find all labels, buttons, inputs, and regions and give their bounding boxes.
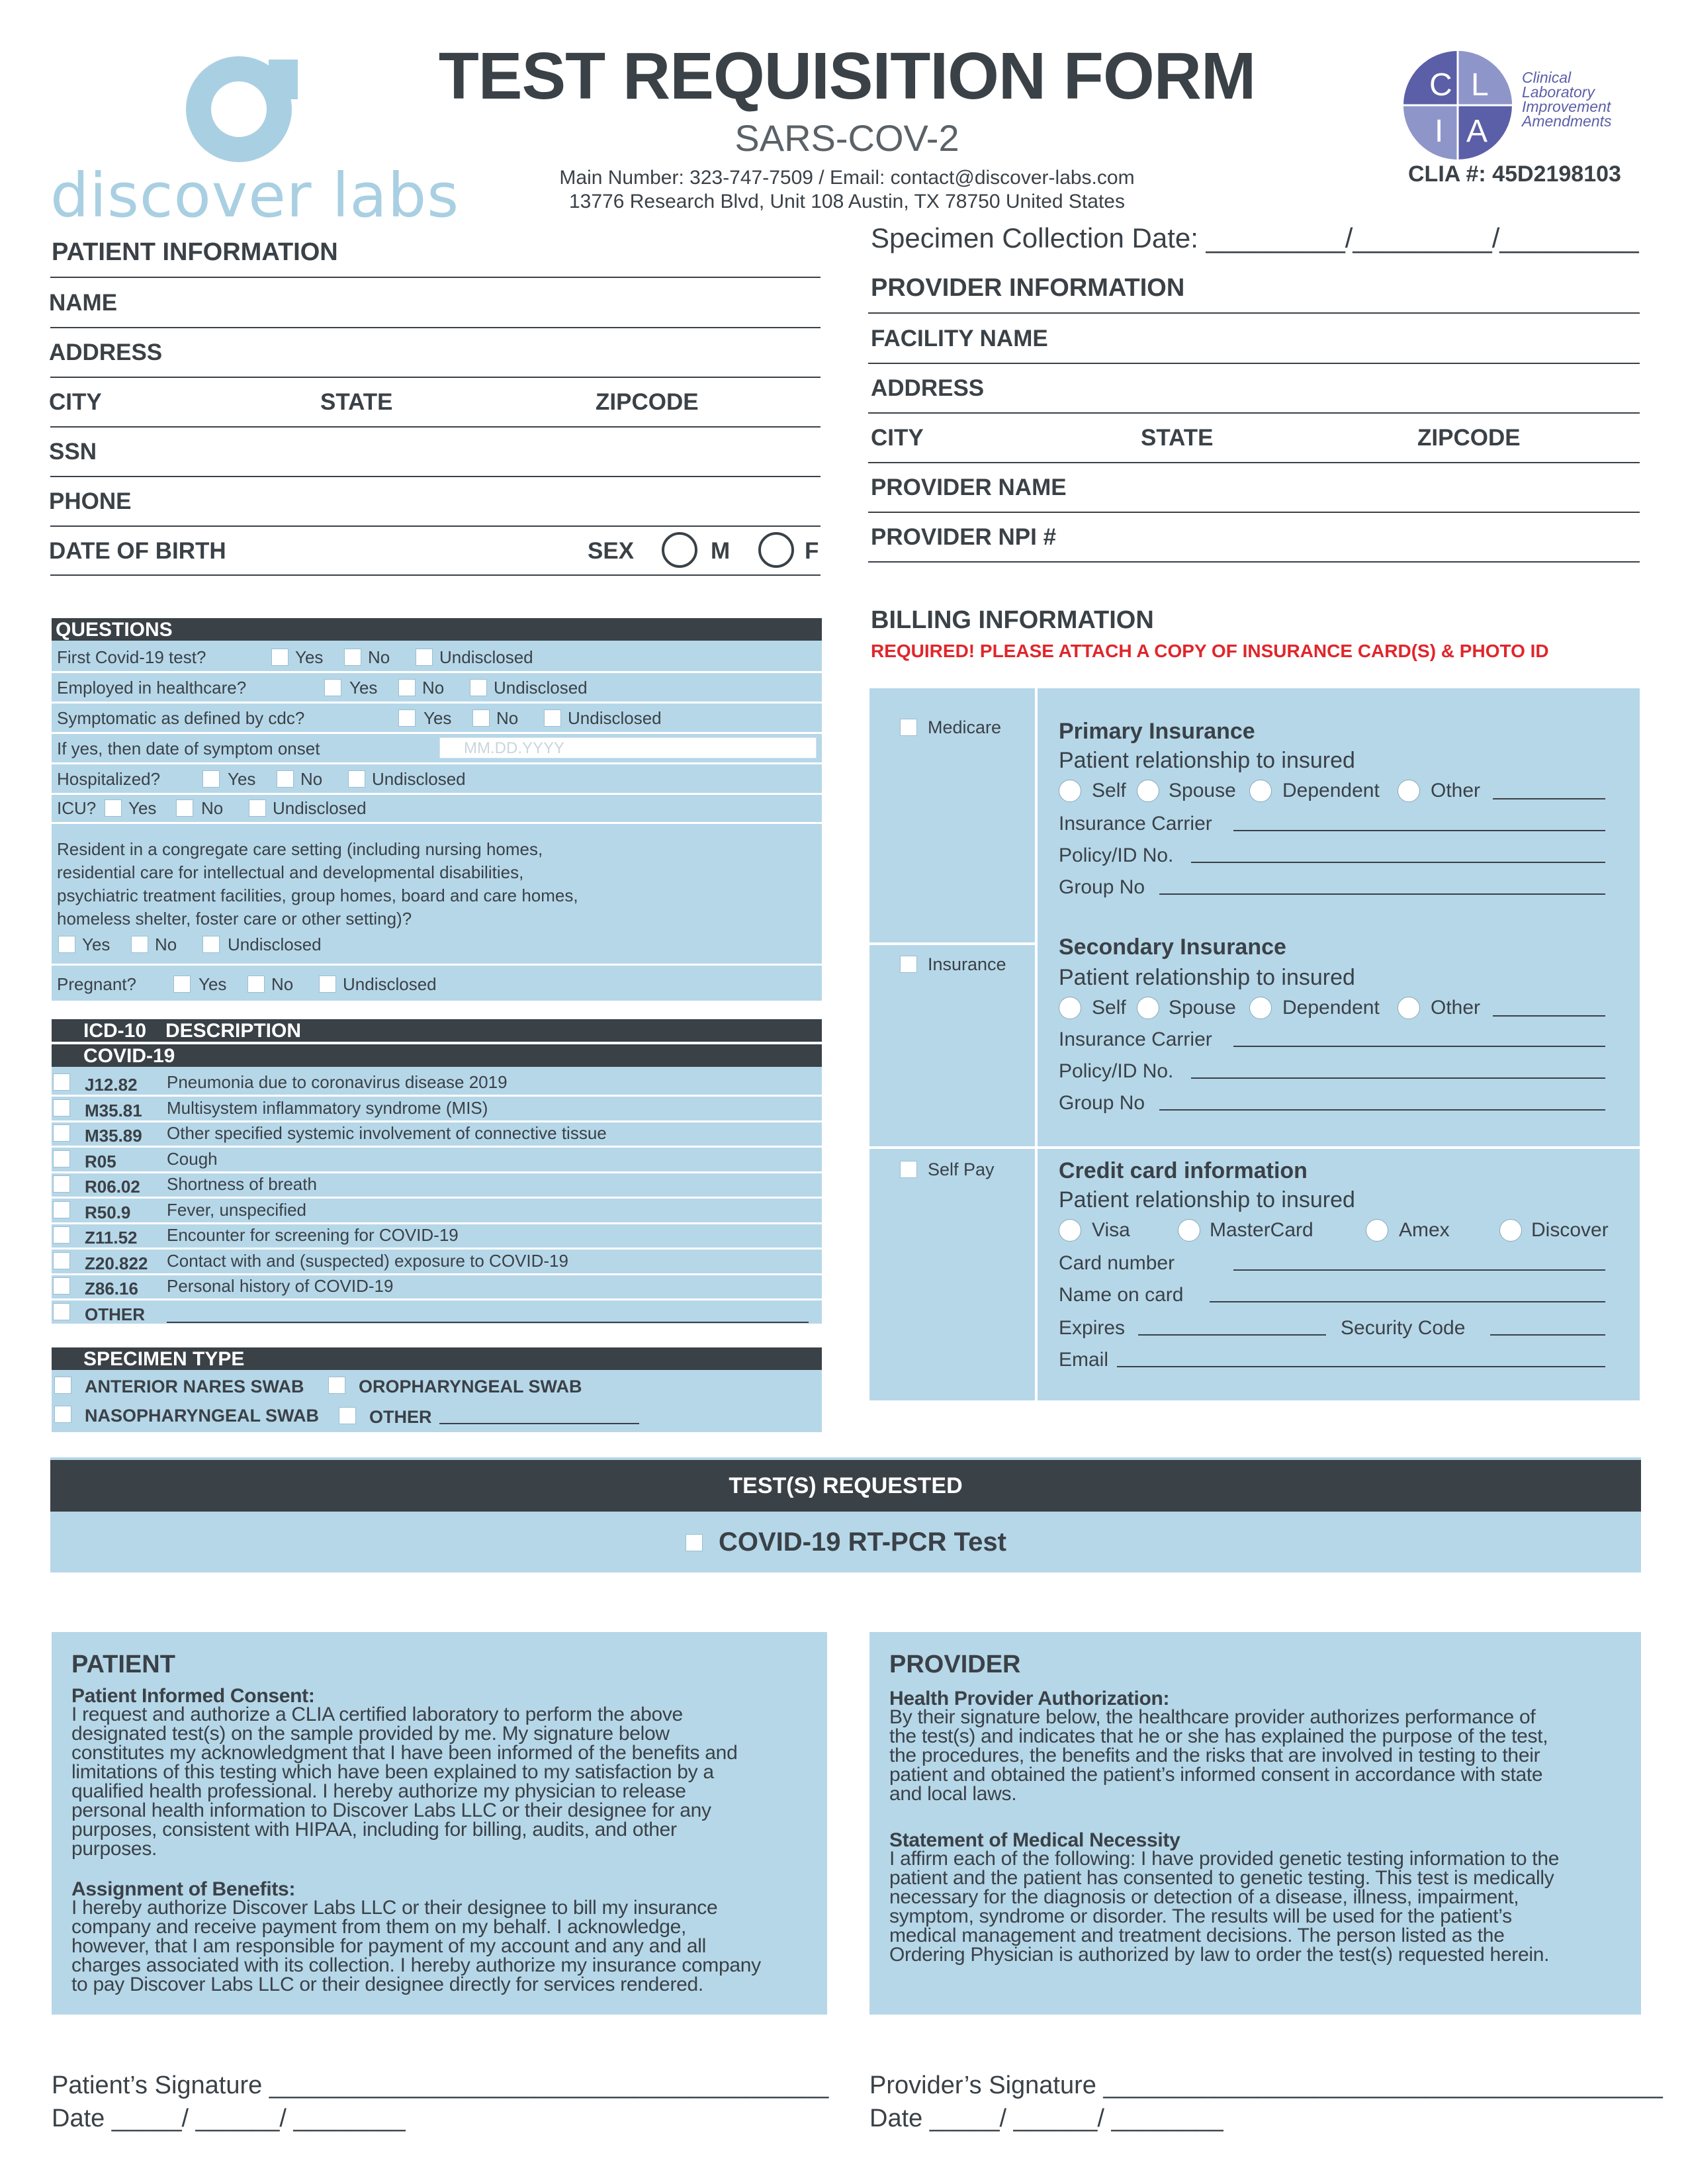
icd-checkbox[interactable]: [53, 1073, 70, 1091]
q2-no: No: [422, 678, 445, 698]
provider-address-label[interactable]: ADDRESS: [871, 375, 985, 401]
logo: [50, 46, 460, 231]
patient-signature-line[interactable]: Patient’s Signature ________________________________________: [52, 2071, 829, 2099]
provider-consent-sub1: Health Provider Authorization:: [889, 1688, 1170, 1709]
primary-dependent-radio[interactable]: [1249, 780, 1272, 802]
q8-undisclosed: Undisclosed: [343, 974, 437, 994]
q7-no: No: [155, 934, 177, 954]
secondary-self-radio[interactable]: [1059, 997, 1081, 1019]
name-on-card-label: Name on card: [1059, 1284, 1184, 1306]
covid-rtpcr-label: COVID-19 RT-PCR Test: [719, 1527, 1006, 1557]
svg-text:C: C: [1429, 68, 1452, 103]
patient-city-label[interactable]: CITY: [49, 389, 102, 415]
discover-label: Discover: [1531, 1219, 1609, 1241]
q1-yes: Yes: [295, 647, 324, 667]
q3-undisclosed: Undisclosed: [568, 708, 662, 728]
credit-card-heading: Credit card information: [1059, 1158, 1308, 1183]
icd-checkbox[interactable]: [53, 1175, 70, 1193]
consent-line: company and receive payment from them on my behalf. I acknowledge,: [71, 1916, 687, 1938]
tests-heading: TEST(S) REQUESTED: [729, 1473, 963, 1498]
icd-code: OTHER: [85, 1304, 145, 1324]
consent-line: constitutes my acknowledgment that I have been informed of the benefits and: [71, 1742, 738, 1764]
q8-no-checkbox[interactable]: [247, 976, 265, 993]
consent-line: limitations of this testing which have been explained to my satisfaction by a: [71, 1761, 714, 1783]
consent-line: the test(s) and indicates that he or she has explained the purpose of the test,: [889, 1725, 1548, 1747]
page-title: TEST REQUISITION FORM: [438, 39, 1256, 113]
icd-checkbox[interactable]: [53, 1303, 70, 1320]
consent-line: purposes, consistent with HIPAA, including for billing, audits, and other: [71, 1819, 677, 1841]
q3-undisclosed-checkbox[interactable]: [544, 709, 561, 727]
svg-text:A: A: [1466, 114, 1488, 149]
logo-text: discover labs: [50, 160, 460, 231]
secondary-spouse-radio[interactable]: [1137, 997, 1159, 1019]
q8-label: Pregnant?: [57, 974, 136, 994]
discover-radio[interactable]: [1499, 1219, 1522, 1242]
q5-yes-checkbox[interactable]: [202, 770, 220, 788]
secondary-group-label: Group No: [1059, 1092, 1145, 1114]
primary-insurance-heading: Primary Insurance: [1059, 719, 1255, 744]
icd-code: Z86.16: [85, 1279, 138, 1298]
primary-other-line[interactable]: [1493, 798, 1605, 799]
sex-label: SEX: [588, 538, 635, 564]
q2-yes: Yes: [349, 678, 378, 698]
q8-no: No: [271, 974, 294, 994]
icd-description: Other specified systemic involvement of connective tissue: [167, 1123, 607, 1143]
patient-consent-text: [71, 1705, 819, 1858]
consent-line: I hereby authorize Discover Labs LLC or their designee to bill my insurance: [71, 1897, 718, 1919]
medicare-checkbox[interactable]: [900, 719, 917, 736]
icd-checkbox[interactable]: [53, 1150, 70, 1167]
patient-phone-label[interactable]: PHONE: [49, 488, 132, 514]
amex-label: Amex: [1399, 1219, 1450, 1241]
primary-other-radio[interactable]: [1398, 780, 1420, 802]
consent-line: Ordering Physician is authorized by law to order the test(s) requested herein.: [889, 1944, 1550, 1966]
provider-name-label[interactable]: PROVIDER NAME: [871, 475, 1067, 500]
specimen-header: [52, 1347, 822, 1370]
secondary-carrier-label: Insurance Carrier: [1059, 1028, 1212, 1050]
q5-yes: Yes: [228, 769, 256, 789]
symptom-onset-input[interactable]: [439, 737, 817, 758]
primary-self-radio[interactable]: [1059, 780, 1081, 802]
primary-group-line[interactable]: [1159, 893, 1605, 895]
q2-no-checkbox[interactable]: [398, 679, 416, 696]
clia-word-1: Clinical: [1522, 69, 1572, 86]
medicare-label: Medicare: [928, 717, 1002, 737]
provider-consent-sub2: Statement of Medical Necessity: [889, 1829, 1180, 1851]
mastercard-radio[interactable]: [1178, 1219, 1200, 1242]
q6-label: ICU?: [57, 798, 97, 818]
specimen-oropharyngeal-label: OROPHARYNGEAL SWAB: [359, 1377, 582, 1396]
icd-other-line[interactable]: [167, 1322, 809, 1323]
secondary-other-line[interactable]: [1493, 1015, 1605, 1017]
q1-no-checkbox[interactable]: [344, 649, 361, 666]
q6-no-checkbox[interactable]: [176, 799, 193, 817]
consent-line: designated test(s) on the sample provided by me. My signature below: [71, 1723, 670, 1745]
icd-code-heading: ICD-10: [83, 1020, 147, 1042]
q7-line-1: Resident in a congregate care setting (including nursing homes,: [57, 839, 543, 859]
secondary-other-label: Other: [1431, 997, 1481, 1019]
specimen-collection-date[interactable]: Specimen Collection Date: _________/_________/_________: [871, 222, 1639, 253]
q5-no: No: [300, 769, 323, 789]
svg-text:I: I: [1435, 114, 1444, 149]
icd-covid-heading: COVID-19: [83, 1045, 175, 1067]
q6-no: No: [201, 798, 224, 818]
specimen-nasopharyngeal-checkbox[interactable]: [54, 1406, 71, 1423]
email-line[interactable]: [1117, 1366, 1605, 1367]
q7-line-3: psychiatric treatment facilities, group homes, board and care homes,: [57, 886, 578, 905]
q6-yes-checkbox[interactable]: [105, 799, 122, 817]
patient-info-heading: PATIENT INFORMATION: [52, 238, 338, 266]
consent-line: however, that I am responsible for payment of my account and any and all: [71, 1935, 706, 1957]
consent-line: By their signature below, the healthcare provider authorizes performance of: [889, 1706, 1536, 1728]
q3-yes-checkbox[interactable]: [398, 709, 416, 727]
specimen-oropharyngeal-checkbox[interactable]: [328, 1377, 345, 1394]
q2-undisclosed: Undisclosed: [494, 678, 588, 698]
consent-line: medical management and treatment decisions. The person listed as the: [889, 1925, 1505, 1946]
secondary-relationship-label: Patient relationship to insured: [1059, 965, 1355, 990]
consent-line: purposes.: [71, 1838, 157, 1860]
icd-checkbox[interactable]: [53, 1124, 70, 1142]
q7-undisclosed-checkbox[interactable]: [202, 936, 220, 953]
specimen-other-checkbox[interactable]: [339, 1407, 356, 1424]
consent-line: and local laws.: [889, 1783, 1017, 1805]
icd-checkbox[interactable]: [53, 1277, 70, 1295]
icd-code: R06.02: [85, 1177, 140, 1197]
specimen-other-label: OTHER: [369, 1407, 432, 1427]
icd-description: Cough: [167, 1148, 218, 1169]
q1-undisclosed: Undisclosed: [439, 647, 533, 667]
secondary-policy-label: Policy/ID No.: [1059, 1060, 1174, 1082]
specimen-heading: SPECIMEN TYPE: [83, 1348, 245, 1370]
clia-seal-icon: [1401, 49, 1514, 161]
q5-undisclosed-checkbox[interactable]: [348, 770, 365, 788]
billing-required-note: REQUIRED! PLEASE ATTACH A COPY OF INSURANCE CARD(S) & PHOTO ID: [871, 641, 1549, 661]
specimen-anterior-label: ANTERIOR NARES SWAB: [85, 1377, 304, 1396]
specimen-other-line[interactable]: [439, 1423, 639, 1424]
patient-name-label[interactable]: NAME: [49, 290, 118, 316]
symptom-onset-placeholder: MM.DD.YYYY: [464, 739, 565, 757]
q7-yes-checkbox[interactable]: [58, 936, 75, 953]
primary-other-label: Other: [1431, 780, 1481, 801]
icd-code: J12.82: [85, 1075, 138, 1095]
secondary-carrier-line[interactable]: [1233, 1046, 1605, 1047]
q6-yes: Yes: [128, 798, 157, 818]
q2-yes-checkbox[interactable]: [324, 679, 341, 696]
consent-line: I request and authorize a CLIA certified laboratory to perform the above: [71, 1704, 683, 1725]
icd-code: M35.89: [85, 1126, 142, 1146]
patient-zip-label[interactable]: ZIPCODE: [596, 389, 699, 415]
insurance-checkbox[interactable]: [900, 956, 917, 973]
icd-code: Z20.822: [85, 1253, 148, 1273]
q3-label: Symptomatic as defined by cdc?: [57, 708, 305, 728]
provider-zip-label[interactable]: ZIPCODE: [1417, 425, 1521, 451]
questions-header: [52, 618, 822, 641]
amex-radio[interactable]: [1366, 1219, 1388, 1242]
icd-checkbox[interactable]: [53, 1201, 70, 1218]
q1-yes-checkbox[interactable]: [271, 649, 289, 666]
icd-code: R50.9: [85, 1202, 131, 1222]
q6-undisclosed: Undisclosed: [273, 798, 367, 818]
primary-policy-label: Policy/ID No.: [1059, 844, 1174, 866]
patient-date-line[interactable]: Date _____/ ______/ ________: [52, 2105, 406, 2132]
provider-signature-line[interactable]: Provider’s Signature ________________________________________: [869, 2071, 1663, 2099]
secondary-insurance-heading: Secondary Insurance: [1059, 934, 1286, 960]
expires-label: Expires: [1059, 1317, 1126, 1339]
consent-line: to pay Discover Labs LLC or their designee directly for services rendered.: [71, 1974, 703, 1995]
consent-line: the procedures, the benefits and the risks that are involved in testing to their: [889, 1745, 1540, 1766]
security-code-label: Security Code: [1341, 1317, 1466, 1339]
expires-line[interactable]: [1138, 1334, 1326, 1336]
insurance-label: Insurance: [928, 954, 1006, 974]
email-label: Email: [1059, 1349, 1109, 1371]
mastercard-label: MasterCard: [1210, 1219, 1313, 1241]
consent-line: qualified health professional. I hereby authorize my physician to release: [71, 1780, 686, 1802]
icd-description: Pneumonia due to coronavirus disease 2019: [167, 1072, 508, 1092]
tests-header: [50, 1460, 1641, 1512]
contact-line: Main Number: 323-747-7509 / Email: contact@discover-labs.com: [559, 167, 1135, 189]
q7-undisclosed: Undisclosed: [228, 934, 322, 954]
sex-f-label: F: [805, 538, 819, 564]
patient-consent-heading: PATIENT: [71, 1651, 175, 1678]
clia-words: [1522, 70, 1612, 128]
provider-npi-label[interactable]: PROVIDER NPI #: [871, 524, 1057, 550]
q8-yes: Yes: [199, 974, 227, 994]
provider-city-label[interactable]: CITY: [871, 425, 924, 451]
q2-label: Employed in healthcare?: [57, 678, 247, 698]
clia-number: CLIA #: 45D2198103: [1408, 161, 1621, 187]
icd-description: Encounter for screening for COVID-19: [167, 1225, 459, 1245]
questions-heading: QUESTIONS: [56, 619, 173, 641]
visa-radio[interactable]: [1059, 1219, 1081, 1242]
primary-carrier-label: Insurance Carrier: [1059, 813, 1212, 835]
icd-description: Contact with and (suspected) exposure to COVID-19: [167, 1250, 568, 1271]
patient-ssn-label[interactable]: SSN: [49, 439, 97, 465]
q4-label: If yes, then date of symptom onset: [57, 739, 320, 758]
consent-line: personal health information to Discover Labs LLC or their designee for any: [71, 1799, 711, 1821]
name-on-card-line[interactable]: [1210, 1301, 1605, 1302]
consent-line: charges associated with its collection. I hereby authorize my insurance company: [71, 1954, 761, 1976]
page-subtitle: SARS-COV-2: [734, 117, 959, 159]
primary-carrier-line[interactable]: [1233, 830, 1605, 831]
primary-group-label: Group No: [1059, 876, 1145, 898]
patient-address-label[interactable]: ADDRESS: [49, 340, 163, 365]
icd-subheader: [52, 1044, 822, 1067]
q1-label: First Covid-19 test?: [57, 647, 206, 667]
medical-necessity-text: [889, 1849, 1637, 1964]
primary-self-label: Self: [1092, 780, 1126, 801]
q2-undisclosed-checkbox[interactable]: [470, 679, 487, 696]
self-pay-checkbox[interactable]: [900, 1161, 917, 1178]
q8-yes-checkbox[interactable]: [173, 976, 191, 993]
self-pay-label: Self Pay: [928, 1160, 995, 1179]
secondary-self-label: Self: [1092, 997, 1126, 1019]
card-number-label: Card number: [1059, 1252, 1175, 1274]
provider-state-label[interactable]: STATE: [1141, 425, 1214, 451]
icd-code: Z11.52: [85, 1228, 138, 1248]
clia-word-2: Laboratory: [1522, 83, 1595, 101]
primary-policy-line[interactable]: [1191, 862, 1605, 863]
sex-m-label: M: [711, 538, 731, 564]
clia-word-4: Amendments: [1522, 113, 1612, 130]
patient-consent-sub2: Assignment of Benefits:: [71, 1878, 296, 1900]
q7-yes: Yes: [82, 934, 111, 954]
specimen-nasopharyngeal-label: NASOPHARYNGEAL SWAB: [85, 1406, 320, 1426]
primary-relationship-label: Patient relationship to insured: [1059, 748, 1355, 773]
patient-benefits-text: [71, 1898, 819, 1994]
q7-no-checkbox[interactable]: [131, 936, 148, 953]
billing-heading: BILLING INFORMATION: [871, 606, 1154, 634]
icd-header: [52, 1019, 822, 1042]
secondary-policy-line[interactable]: [1191, 1077, 1605, 1079]
consent-line: symptom, syndrome or disorder. The results will be used for the patient’s: [889, 1905, 1512, 1927]
consent-line: patient and the patient has consented to genetic testing. This test is medically: [889, 1867, 1554, 1889]
consent-line: necessary for the diagnosis or detection of a disease, illness, impairment,: [889, 1886, 1519, 1908]
covid-rtpcr-checkbox[interactable]: [686, 1534, 703, 1551]
q3-no: No: [496, 708, 519, 728]
provider-date-line[interactable]: Date _____/ ______/ ________: [869, 2105, 1223, 2132]
q7-line-4: homeless shelter, foster care or other setting)?: [57, 909, 412, 929]
provider-authorization-text: [889, 1707, 1637, 1803]
provider-info-heading: PROVIDER INFORMATION: [871, 274, 1185, 302]
clia-word-3: Improvement: [1522, 98, 1611, 115]
q5-no-checkbox[interactable]: [277, 770, 294, 788]
secondary-dependent-radio[interactable]: [1249, 997, 1272, 1019]
icd-description: Personal history of COVID-19: [167, 1276, 394, 1296]
q3-no-checkbox[interactable]: [472, 709, 490, 727]
primary-spouse-label: Spouse: [1169, 780, 1236, 801]
icd-code: R05: [85, 1151, 116, 1171]
credit-relationship-label: Patient relationship to insured: [1059, 1187, 1355, 1212]
patient-consent-sub1: Patient Informed Consent:: [71, 1685, 315, 1707]
consent-line: patient and obtained the patient’s informed consent in accordance with state: [889, 1764, 1543, 1786]
patient-state-label[interactable]: STATE: [320, 389, 393, 415]
secondary-dependent-label: Dependent: [1282, 997, 1380, 1019]
specimen-anterior-checkbox[interactable]: [54, 1377, 71, 1394]
q3-yes: Yes: [423, 708, 452, 728]
icd-checkbox[interactable]: [53, 1252, 70, 1269]
q5-label: Hospitalized?: [57, 769, 161, 789]
q5-undisclosed: Undisclosed: [372, 769, 466, 789]
sex-m-radio[interactable]: [662, 532, 697, 568]
icd-code: M35.81: [85, 1100, 142, 1120]
secondary-spouse-label: Spouse: [1169, 997, 1236, 1019]
security-code-line[interactable]: [1490, 1334, 1605, 1336]
sex-f-radio[interactable]: [758, 532, 794, 568]
secondary-group-line[interactable]: [1159, 1109, 1605, 1111]
q8-undisclosed-checkbox[interactable]: [319, 976, 336, 993]
q7-line-2: residential care for intellectual and developmental disabilities,: [57, 862, 524, 882]
consent-line: I affirm each of the following: I have provided genetic testing information to the: [889, 1848, 1560, 1870]
icd-description: Shortness of breath: [167, 1174, 317, 1194]
q1-undisclosed-checkbox[interactable]: [416, 649, 433, 666]
icd-description: Multisystem inflammatory syndrome (MIS): [167, 1097, 488, 1118]
primary-spouse-radio[interactable]: [1137, 780, 1159, 802]
icd-checkbox[interactable]: [53, 1226, 70, 1244]
secondary-other-radio[interactable]: [1398, 997, 1420, 1019]
card-number-line[interactable]: [1233, 1269, 1605, 1271]
primary-dependent-label: Dependent: [1282, 780, 1380, 801]
q1-no: No: [368, 647, 390, 667]
logo-mark-icon: [50, 46, 427, 179]
address-line: 13776 Research Blvd, Unit 108 Austin, TX 78750 United States: [569, 191, 1125, 212]
patient-dob-label[interactable]: DATE OF BIRTH: [49, 538, 226, 564]
q6-undisclosed-checkbox[interactable]: [249, 799, 266, 817]
visa-label: Visa: [1092, 1219, 1130, 1241]
svg-text:L: L: [1471, 68, 1489, 103]
facility-name-label[interactable]: FACILITY NAME: [871, 326, 1048, 351]
icd-desc-heading: DESCRIPTION: [165, 1020, 302, 1042]
icd-checkbox[interactable]: [53, 1099, 70, 1116]
provider-consent-heading: PROVIDER: [889, 1651, 1021, 1678]
icd-description: Fever, unspecified: [167, 1199, 307, 1220]
clia-badge: [1401, 49, 1640, 161]
